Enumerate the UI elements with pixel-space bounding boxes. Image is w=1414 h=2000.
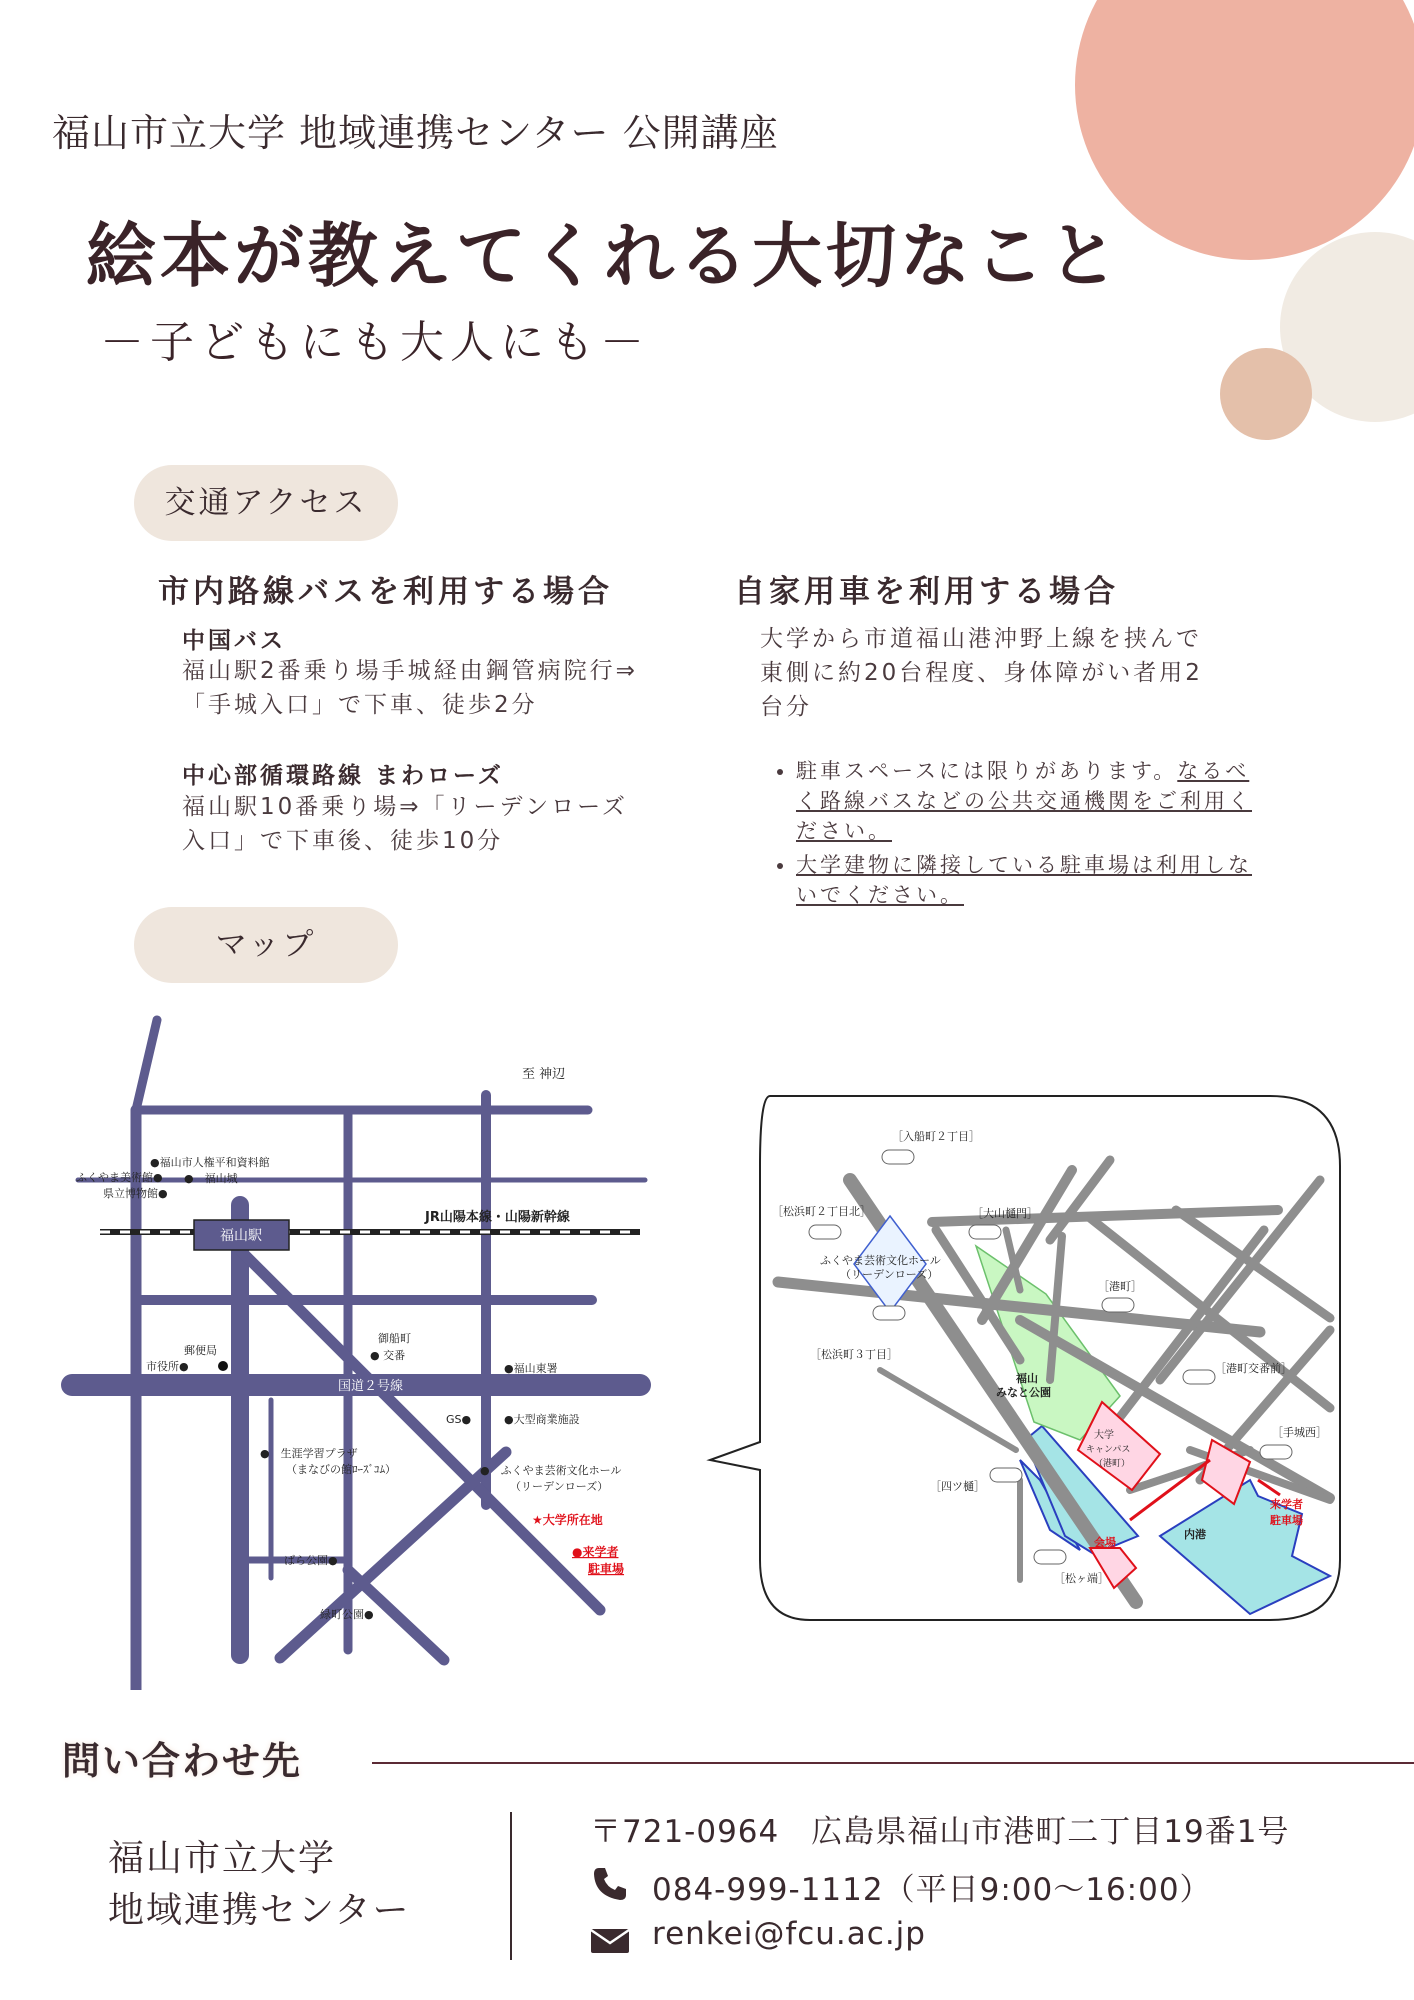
label-hall-1: ● ふくやま芸術文化ホール <box>480 1464 622 1477</box>
contact-phone[interactable]: 084-999-1112（平日9:00～16:00） <box>652 1872 1212 1908</box>
label-park-2: みなと公園 <box>996 1386 1051 1399</box>
bus-company-2: 中心部循環路線 まわローズ <box>182 763 504 789</box>
deco-circle-small <box>1220 348 1312 440</box>
car-text-line-3: 台分 <box>760 694 812 720</box>
car-notes-list <box>760 756 1316 914</box>
deco-circle-large <box>1075 0 1414 260</box>
contact-email[interactable]: renkei@fcu.ac.jp <box>652 1916 926 1952</box>
page-title: 絵本が教えてくれる大切なこと <box>86 215 1122 297</box>
label-gs: GS● <box>446 1413 472 1426</box>
contact-address: 〒721-0964 広島県福山市港町二丁目19番1号 <box>590 1814 1290 1850</box>
label-to-kannabe: 至 神辺 <box>522 1067 566 1082</box>
car-note-2 <box>796 850 1316 910</box>
map-pill: マップ <box>134 907 398 983</box>
bus-route-2-line-1: 福山駅10番乗り場⇒「リーデンローズ <box>182 794 628 820</box>
car-text-line-1: 大学から市道福山港沖野上線を挟んで <box>760 626 1202 652</box>
label-parking-2: 駐車場 <box>588 1562 625 1576</box>
station-label: 福山駅 <box>220 1228 262 1244</box>
contact-vertical-divider <box>510 1812 512 1960</box>
label-kokudo: 国道２号線 <box>338 1379 404 1394</box>
mail-icon <box>590 1924 630 1954</box>
label-hakubutsukan: 県立博物館● <box>103 1187 168 1200</box>
label-park-1: 福山 <box>1016 1372 1038 1385</box>
bus-route-2-line-2: 入口」で下車後、徒歩10分 <box>182 828 504 854</box>
label-koban: ● 交番 <box>370 1349 406 1362</box>
car-heading: 自家用車を利用する場合 <box>734 574 1119 610</box>
label-mifunecho: 御船町 <box>378 1332 411 1345</box>
bus-heading: 市内路線バスを利用する場合 <box>158 574 613 610</box>
label-midori-koen: 緑町公園● <box>320 1608 374 1621</box>
label-hall-2: （リーデンローズ） <box>840 1268 939 1281</box>
bus-route-1-line-1: 福山駅2番乗り場手城経由鋼管病院行⇒ <box>182 658 638 684</box>
label-matsugahana: ［松ヶ端］ <box>1054 1572 1109 1585</box>
label-campus-1: 大学 <box>1094 1430 1114 1441</box>
label-higashisho: ●福山東署 <box>504 1362 558 1375</box>
label-teshiro: ［手城西］ <box>1272 1426 1327 1439</box>
label-hall-1: ふくやま芸術文化ホール <box>820 1254 941 1267</box>
label-campus-3: （港町） <box>1094 1459 1131 1469</box>
car-note-1-underline-b: く路線バスなどの公共交通機関をご利用く <box>796 789 1252 813</box>
label-bijutsukan: ふくやま美術館● <box>76 1171 163 1184</box>
label-hall-2: （リーデンローズ） <box>510 1480 609 1493</box>
label-venue: 会場 <box>1094 1536 1116 1549</box>
label-minatomachi: ［港町］ <box>1098 1280 1142 1293</box>
label-oyama: ［大山樋門］ <box>972 1207 1038 1220</box>
bus-route-1-line-2: 「手城入口」で下車、徒歩2分 <box>182 692 538 718</box>
label-parking-1: ●来学者 <box>572 1545 619 1559</box>
label-bara-koen: ばら公園● <box>284 1554 338 1567</box>
contact-org-2: 地域連携センター <box>108 1890 411 1931</box>
bus-company-1: 中国バス <box>182 628 286 654</box>
access-pill: 交通アクセス <box>134 465 398 541</box>
phone-icon <box>590 1864 630 1904</box>
car-note-1-underline-c: ださい。 <box>796 819 892 843</box>
label-parking-2: 駐車場 <box>1270 1514 1303 1527</box>
label-jr: JR山陽本線・山陽新幹線 <box>425 1210 570 1225</box>
car-text-line-2: 東側に約20台程度、身体障がい者用2 <box>760 660 1203 686</box>
label-yotsu: ［四ツ樋］ <box>930 1480 985 1493</box>
label-shiyakusho: 市役所● <box>146 1360 189 1373</box>
label-matsuhama-3: ［松浜町３丁目］ <box>810 1348 898 1361</box>
label-university: ★大学所在地 <box>532 1513 603 1527</box>
label-jinken: ●福山市人権平和資料館 <box>150 1156 270 1169</box>
label-fukuyamajo: ● 福山城 <box>184 1172 238 1185</box>
label-koban: ［港町交番前］ <box>1215 1362 1292 1375</box>
car-note-2-underline-b: いでください。 <box>796 883 964 907</box>
label-plaza-2: （まなびの館ﾛｰｽﾞｺﾑ） <box>286 1463 396 1476</box>
car-note-2-underline-a: 大学建物に隣接している駐車場は利用しな <box>796 853 1252 877</box>
organizer-text: 福山市立大学 地域連携センター 公開講座 <box>52 111 779 155</box>
label-campus-2: キャンパス <box>1086 1445 1131 1455</box>
contact-heading: 問い合わせ先 <box>62 1739 303 1783</box>
label-yubinkyoku: 郵便局 <box>184 1344 217 1357</box>
label-matsuhama-2: ［松浜町２丁目北］ <box>772 1205 871 1218</box>
label-naiko: 内港 <box>1184 1528 1206 1541</box>
car-note-1 <box>796 756 1316 846</box>
label-shogyo: ●大型商業施設 <box>504 1413 580 1426</box>
page-subtitle: －子どもにも大人にも－ <box>100 317 650 368</box>
label-plaza-1: ● 生涯学習プラザ <box>260 1447 358 1460</box>
label-parking-1: 来学者 <box>1270 1498 1303 1511</box>
contact-org-1: 福山市立大学 <box>108 1838 337 1879</box>
label-irifune: ［入船町２丁目］ <box>892 1130 980 1143</box>
detail-map <box>690 1080 1350 1640</box>
overview-map <box>60 1010 720 1690</box>
car-note-1-text: 駐車スペースには限りがあります。 <box>796 759 1178 783</box>
contact-divider-line <box>372 1762 1414 1764</box>
dot-yubinkyoku <box>218 1361 228 1371</box>
car-note-1-underline-a: なるべ <box>1177 759 1250 783</box>
